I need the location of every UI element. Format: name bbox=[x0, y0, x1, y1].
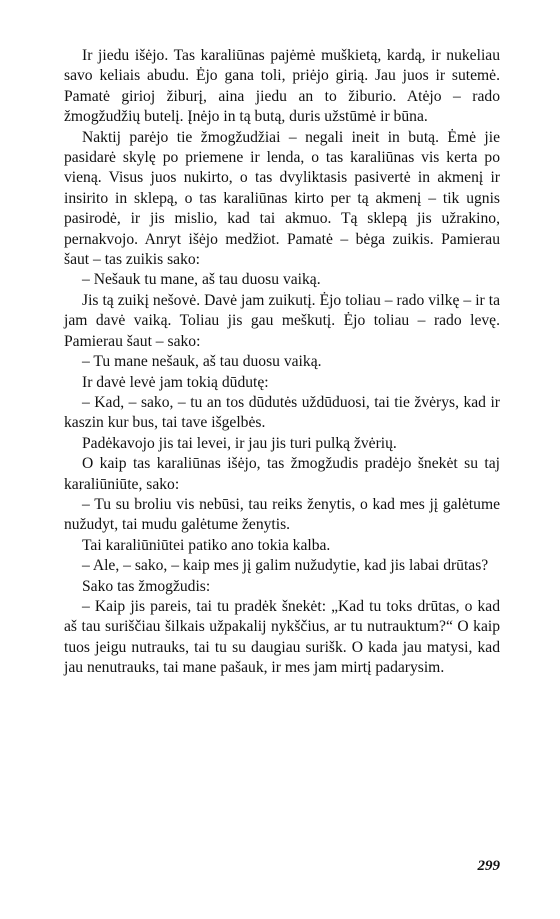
paragraph: – Ale, – sako, – kaip mes jį galim nužudytie, kad jis labai drūtas? bbox=[82, 557, 489, 575]
paragraph: – Tu su broliu vis nebūsi, tau reiks ženytis, o kad mes jį galėtume nužudyt, tai mudu galėtume ženytis. bbox=[64, 495, 500, 534]
page-number: 299 bbox=[477, 858, 500, 874]
paragraph: – Kad, – sako, – tu an tos dūdutės uždūduosi, tai tie žvėrys, kad ir kaszin kur bus, tai tave išgelbės. bbox=[64, 393, 500, 432]
paragraph: Ir jiedu išėjo. Tas karaliūnas pajėmė muškietą, kardą, ir nukeliau savo keliais abudu. Ėjo gana toli, priėjo girią. Jau juos ir sutemė. Pamatė girioj žiburį, aina jiedu an to žiburio. Atėjo – rado žmogžudžių butelį. Įnėjo in tą butą, duris užstūmė ir būna. bbox=[64, 47, 500, 126]
paragraph: Naktij parėjo tie žmogžudžiai – negali ineit in butą. Ėmė jie pasidarė skylę po priemene ir lenda, o tas karaliūnas vis kerta po vieną. Visus juos nukirto, o tas dvyliktasis pasivertė in akmenį ir insirito in sklepą, o tas karaliūnas kirto per tą akmenį – tik ugnis pasirodė, ir jis mislio, kad tai akmuo. Tą sklepą jis užrakino, pernakvojo. Anryt išėjo medžiot. Pamatė – bėga zuikis. Pamierau šaut – tas zuikis sako: bbox=[64, 128, 500, 269]
paragraph: Jis tą zuikį nešovė. Davė jam zuikutį. Ėjo toliau – rado vilkę – ir ta jam davė vaiką. Toliau jis gau meškutį. Ėjo toliau – rado levę. Pamierau šaut – sako: bbox=[64, 291, 500, 350]
paragraph: – Tu mane nešauk, aš tau duosu vaiką. bbox=[82, 353, 322, 371]
paragraph: Sako tas žmogžudis: bbox=[82, 577, 211, 595]
paragraph: – Kaip jis pareis, tai tu pradėk šnekėt: „Kad tu toks drūtas, o kad aš tau suriščiau šilkais užpakalij nykščius, ar tu nutrauktum?“ O kaip tuos jeigu nutrauks, tai tu su daugiau surišk. O kada jau matysi, kad jau nenutrauks, tai mane pašauk, ir mes jam mirtį padarysim. bbox=[64, 597, 500, 677]
paragraph: Tai karaliūniūtei patiko ano tokia kalba. bbox=[82, 536, 331, 554]
paragraph: Ir davė levė jam tokią dūdutę: bbox=[82, 373, 269, 391]
paragraph: Padėkavojo jis tai levei, ir jau jis turi pulką žvėrių. bbox=[82, 434, 397, 452]
body-text bbox=[64, 46, 500, 679]
paragraph: – Nešauk tu mane, aš tau duosu vaiką. bbox=[82, 271, 321, 289]
paragraph: O kaip tas karaliūnas išėjo, tas žmogžudis pradėjo šnekėt su taj karaliūniūte, sako: bbox=[64, 455, 500, 493]
